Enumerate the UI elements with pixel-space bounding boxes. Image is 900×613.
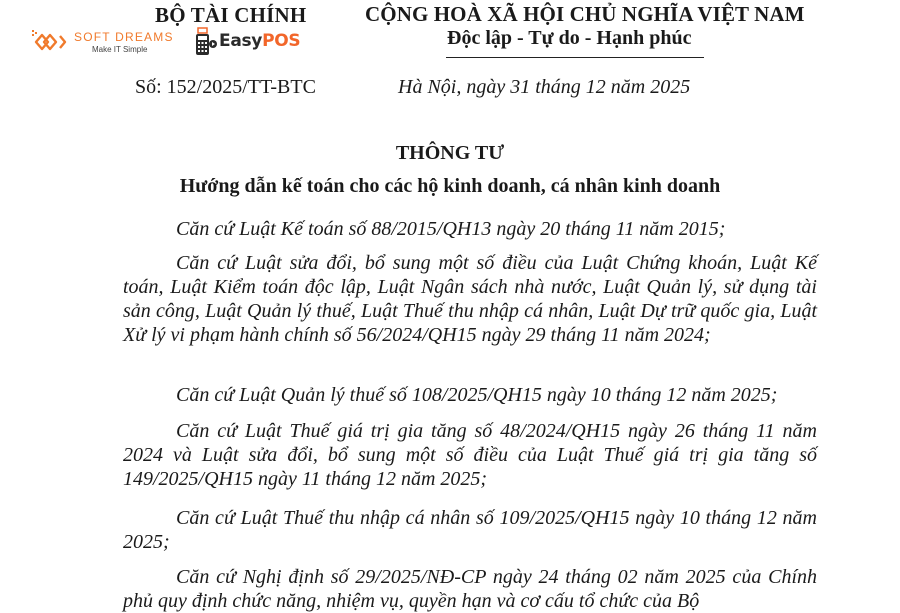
motto-underline [446,57,704,58]
document-subject: Hướng dẫn kế toán cho các hộ kinh doanh, cá nhân kinh doanh [179,175,721,197]
legal-basis-paragraph: Căn cứ Nghị định số 29/2025/NĐ-CP ngày 24 tháng 02 năm 2025 của Chính phủ quy định chức năng, nhiệm vụ, quyền hạn và cơ cấu tổ chức của Bộ [123,566,817,612]
softdreams-mark-icon [30,28,70,56]
legal-basis-paragraph: Căn cứ Luật Kế toán số 88/2015/QH13 ngày 20 tháng 11 năm 2015; [176,218,726,240]
legal-basis-paragraph: Căn cứ Luật Quản lý thuế số 108/2025/QH15 ngày 10 tháng 12 năm 2025; [176,384,778,406]
softdreams-tagline: Make IT Simple [92,45,148,54]
national-motto: Độc lập - Tự do - Hạnh phúc [447,27,692,49]
pos-terminal-icon [194,27,218,57]
easypos-name [219,31,300,51]
easypos-name-accent: POS [262,31,301,51]
legal-basis-paragraph: Căn cứ Luật Thuế giá trị gia tăng số 48/2024/QH15 ngày 26 tháng 11 năm 2024 và Luật sửa đổi, bổ sung một số điều của Luật Thuế giá trị gia tăng số 149/2025/QH15 ngày 11 tháng 12 năm 2025; [123,420,817,490]
document-number: Số: 152/2025/TT-BTC [135,76,316,98]
softdreams-logo [30,28,175,56]
softdreams-name: SOFT DREAMS [74,30,174,44]
ministry-name: BỘ TÀI CHÍNH [155,3,307,27]
country-name: CỘNG HOÀ XÃ HỘI CHỦ NGHĨA VIỆT NAM [365,2,805,26]
legal-basis-paragraph: Căn cứ Luật Thuế thu nhập cá nhân số 109/2025/QH15 ngày 10 tháng 12 năm 2025; [123,507,817,553]
easypos-name-dark: Easy [219,31,263,51]
document-type: THÔNG TƯ [395,142,505,164]
easypos-logo [194,27,314,57]
place-and-date: Hà Nội, ngày 31 tháng 12 năm 2025 [398,76,691,98]
legal-basis-paragraph: Căn cứ Luật sửa đổi, bổ sung một số điều của Luật Chứng khoán, Luật Kế toán, Luật Kiểm toán độc lập, Luật Ngân sách nhà nước, Luật Quản lý, sử dụng tài sản công, Luật Quản lý thuế, Luật Thuế thu nhập cá nhân, Luật Dự trữ quốc gia, Luật Xử lý vi phạm hành chính số 56/2024/QH15 ngày 29 tháng 11 năm 2024; [123,252,817,346]
